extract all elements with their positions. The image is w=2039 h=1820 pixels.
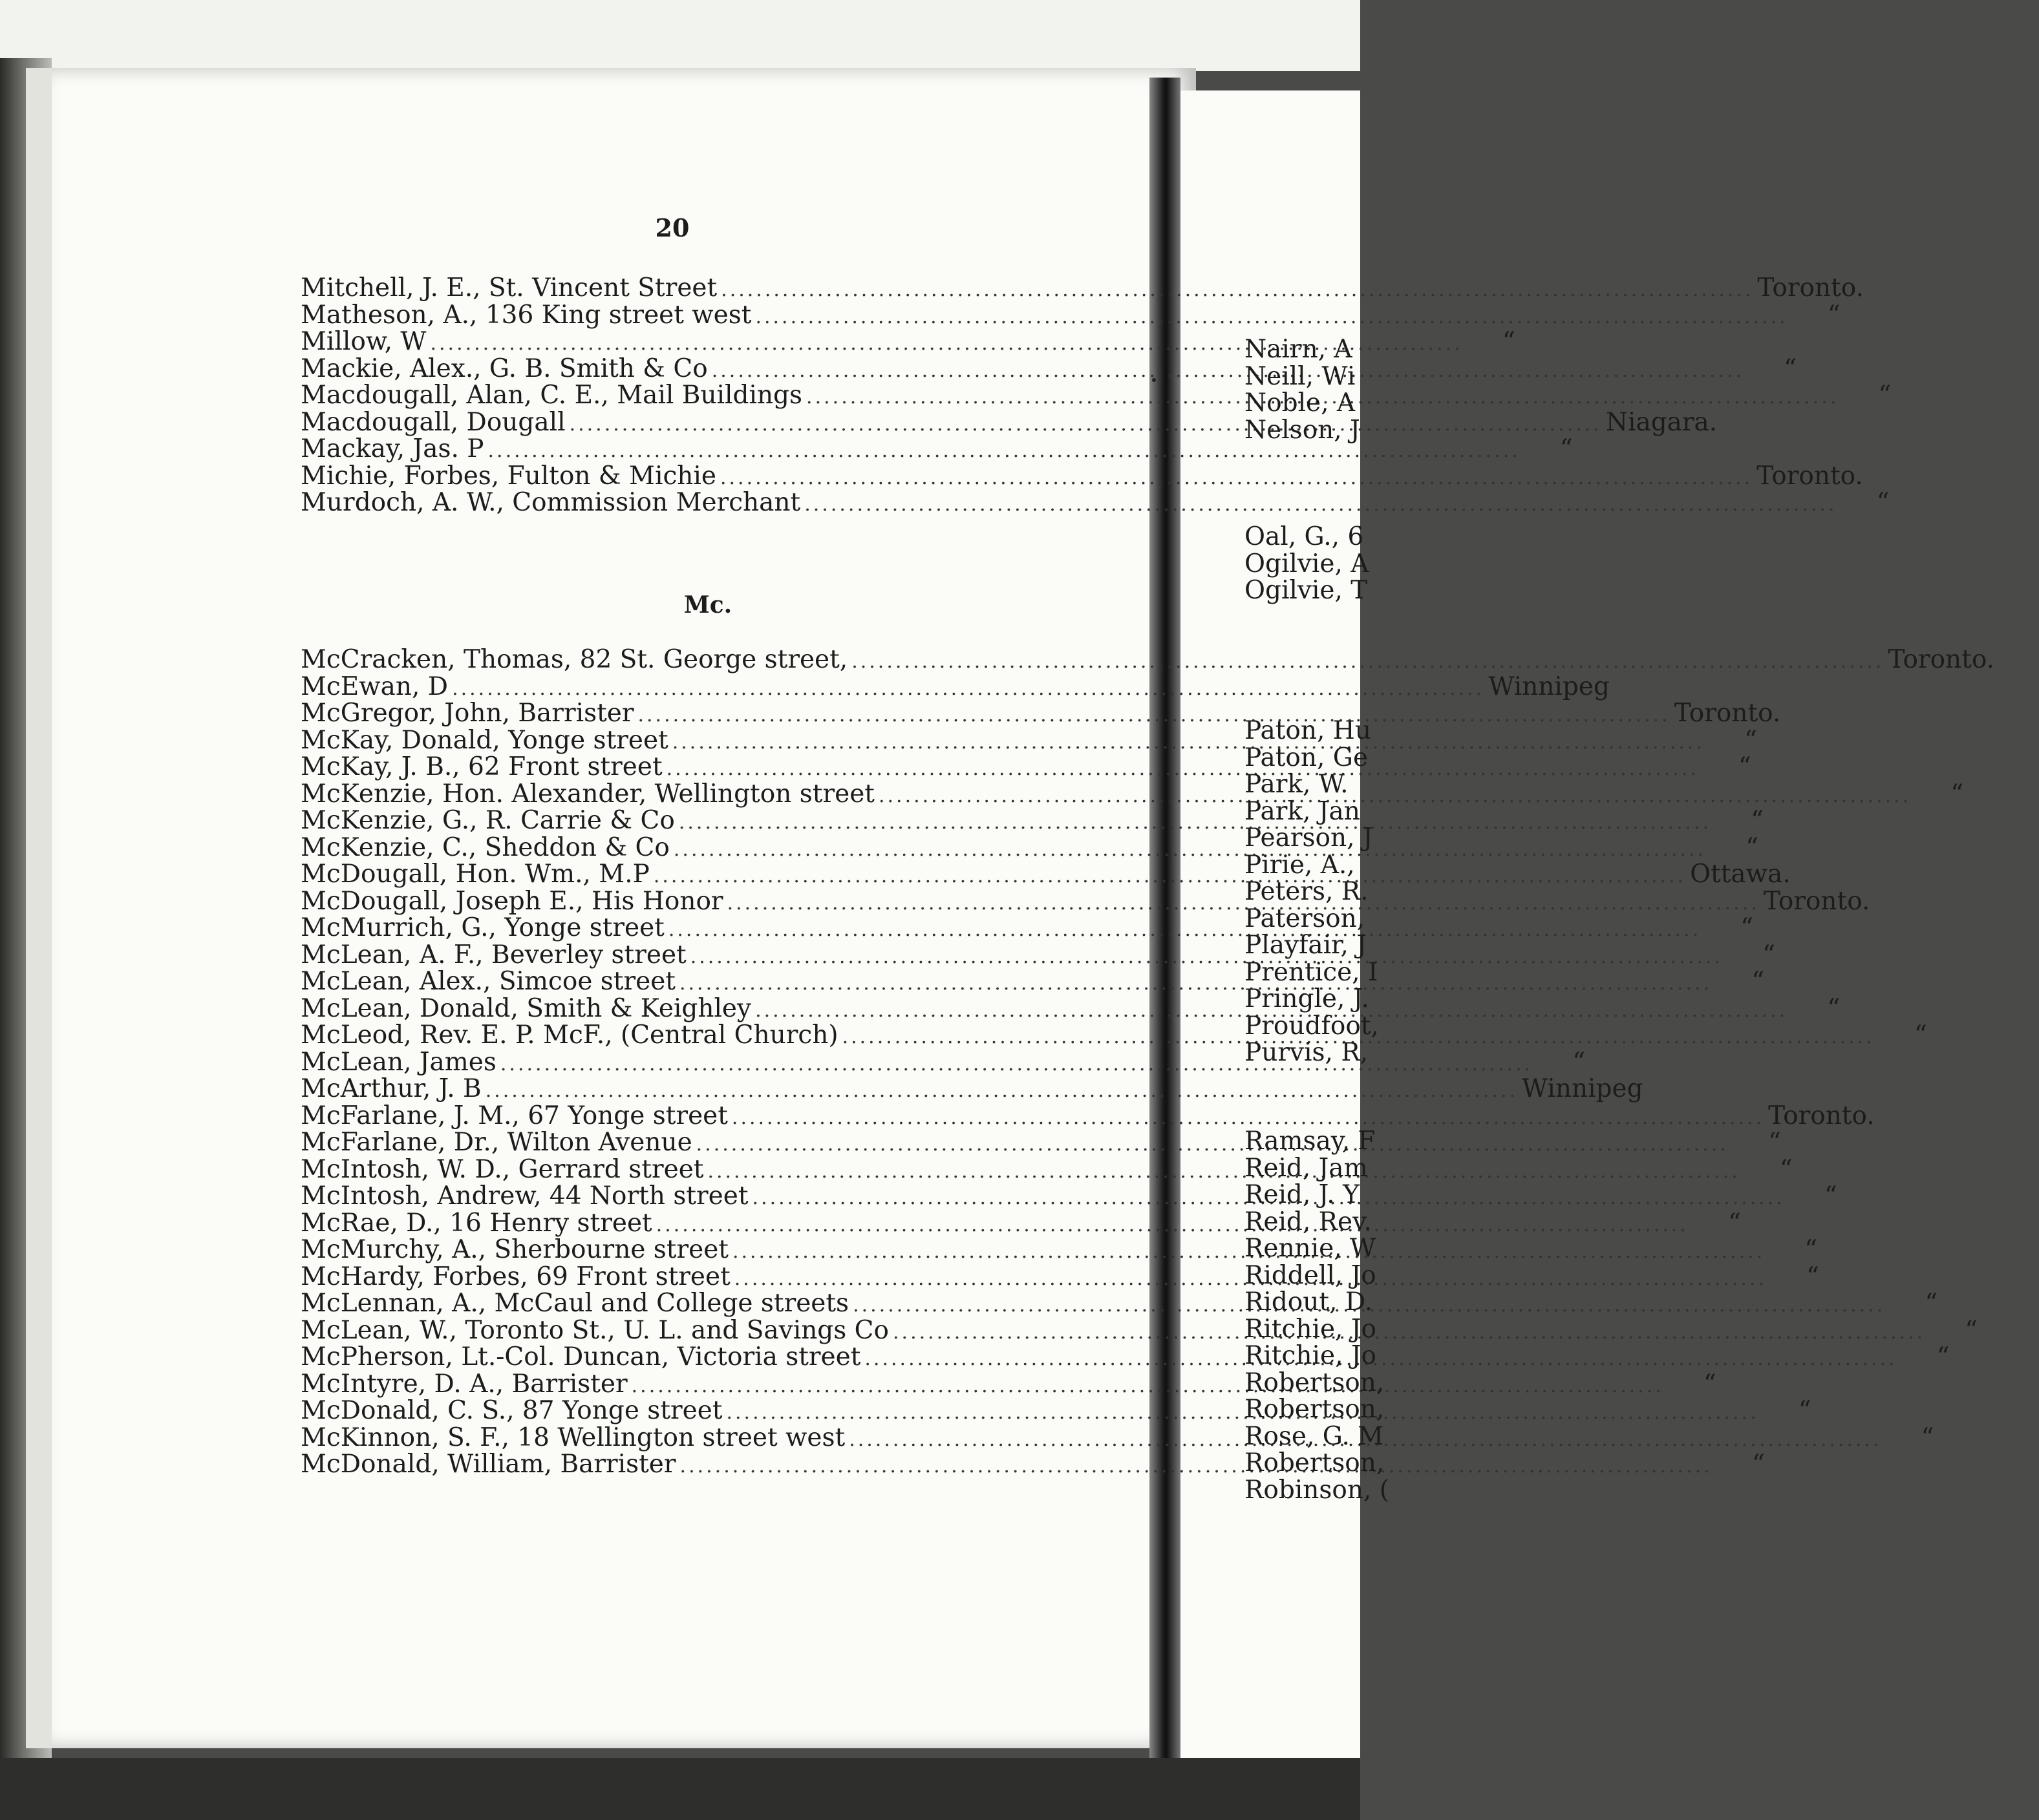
right-page-entry: Playfair, J xyxy=(1244,931,1367,960)
entry-name: Macdougall, Dougall xyxy=(301,407,566,437)
right-page-entry: Neill, Wi xyxy=(1244,361,1356,391)
entry-name: Mackay, Jas. P xyxy=(301,434,484,463)
entry-name: McLean, James xyxy=(301,1047,496,1077)
right-page-entry: Robertson, xyxy=(1244,1395,1385,1424)
entry-name: McDonald, C. S., 87 Yonge street xyxy=(301,1396,723,1425)
dot-leader xyxy=(672,729,1705,756)
right-page-entry: Ramsay, F xyxy=(1244,1127,1376,1156)
entry-name: McCracken, Thomas, 82 St. George street, xyxy=(301,645,848,674)
right-page-entry: Ridout, D. xyxy=(1244,1287,1373,1317)
right-page-entry: Paton, Ge xyxy=(1244,743,1369,772)
entry-name: McDougall, Joseph E., His Honor xyxy=(301,886,723,916)
entry-place: “ xyxy=(1804,1235,1818,1264)
dot-leader xyxy=(654,863,1686,890)
entry-name: McMurchy, A., Sherbourne street xyxy=(301,1235,729,1264)
dot-leader xyxy=(893,1319,1925,1346)
entry-place: “ xyxy=(1878,381,1892,410)
dot-leader xyxy=(667,756,1699,783)
right-page-entry: Paton, Hu xyxy=(1244,716,1371,745)
entry-name: McHardy, Forbes, 69 Front street xyxy=(301,1262,731,1291)
right-page-entry: Prentice, I xyxy=(1244,957,1378,987)
right-page-list-n xyxy=(1244,336,1360,443)
entry-name: Macdougall, Alan, C. E., Mail Buildings xyxy=(301,381,803,410)
entry-name: McKay, J. B., 62 Front street xyxy=(301,752,663,781)
entry-place: “ xyxy=(1921,1423,1934,1452)
entry-place: “ xyxy=(1965,1315,1978,1345)
entry-place: “ xyxy=(1806,1262,1819,1291)
entry-place: “ xyxy=(1925,1289,1938,1318)
entry-place: “ xyxy=(1936,1342,1950,1371)
directory-entry xyxy=(301,672,1610,701)
right-page-list-r xyxy=(1244,1128,1389,1503)
right-page-entry: Reid, Jam xyxy=(1244,1153,1368,1183)
entry-place: “ xyxy=(1762,940,1775,969)
right-page-entry: Park, Jan xyxy=(1244,796,1360,826)
entry-name: McLean, Donald, Smith & Keighley xyxy=(301,993,752,1023)
entry-place: “ xyxy=(1798,1396,1811,1425)
right-page-entry: Ritchie, Jo xyxy=(1244,1314,1376,1344)
right-page-entry: Riddell, Jo xyxy=(1244,1260,1376,1290)
entry-place: “ xyxy=(1784,354,1797,383)
entry-name: McDougall, Hon. Wm., M.P xyxy=(301,860,650,889)
entry-name: McKinnon, S. F., 18 Wellington street west xyxy=(301,1423,846,1452)
entry-place: “ xyxy=(1502,327,1515,356)
entry-place: “ xyxy=(1751,967,1765,996)
entry-name: Millow, W xyxy=(301,327,427,356)
right-page-entry: Paterson, xyxy=(1244,904,1365,933)
entry-place: “ xyxy=(1876,488,1890,517)
dot-leader xyxy=(637,702,1670,729)
dot-leader xyxy=(486,1077,1518,1105)
right-page-entry: Pringle, J. xyxy=(1244,984,1369,1013)
right-page-entry: Ogilvie, A xyxy=(1244,549,1369,578)
directory-entry xyxy=(301,434,1573,463)
entry-place: “ xyxy=(1824,1181,1837,1211)
entry-place: “ xyxy=(1950,779,1964,809)
entry-name: McRae, D., 16 Henry street xyxy=(301,1208,652,1238)
dot-leader xyxy=(690,944,1723,971)
right-page-entry: Proudfoot, xyxy=(1244,1011,1379,1041)
entry-name: McLean, W., Toronto St., U. L. and Savings Co xyxy=(301,1315,890,1345)
scan-background-top xyxy=(0,0,1360,71)
entry-name: McDonald, William, Barrister xyxy=(301,1450,676,1479)
entry-name: McKenzie, Hon. Alexander, Wellington street xyxy=(301,779,875,809)
entry-place: Toronto. xyxy=(1888,645,1995,674)
dot-leader xyxy=(726,1399,1758,1426)
ink-speck xyxy=(1152,378,1156,382)
dot-leader xyxy=(452,675,1484,703)
right-page-entry: Oal, G., 6 xyxy=(1244,522,1364,551)
right-page-list-p xyxy=(1244,717,1379,1066)
entry-place: “ xyxy=(1727,1208,1741,1238)
entry-place: Toronto. xyxy=(1763,886,1870,916)
entry-place: Winnipeg xyxy=(1521,1074,1643,1103)
dot-leader xyxy=(632,1373,1664,1400)
directory-entry xyxy=(301,488,1890,517)
right-page-entry: Noble, A xyxy=(1244,388,1356,418)
dot-leader xyxy=(679,809,1711,836)
entry-name: McMurrich, G., Yonge street xyxy=(301,913,665,942)
directory-entry xyxy=(301,273,1864,302)
entry-name: McGregor, John, Barrister xyxy=(301,699,634,728)
right-page-entry: Robertson, xyxy=(1244,1448,1385,1477)
entry-name: McKenzie, G., R. Carrie & Co xyxy=(301,806,675,835)
entry-name: Murdoch, A. W., Commission Merchant xyxy=(301,488,801,517)
right-page-entry: Nelson, J xyxy=(1244,415,1360,445)
dot-leader xyxy=(879,783,1911,810)
section-heading-mc: Mc. xyxy=(683,591,732,619)
dot-leader xyxy=(679,970,1712,997)
dot-leader xyxy=(680,1453,1713,1480)
entry-name: McLennan, A., McCaul and College streets xyxy=(301,1289,849,1318)
entry-place: “ xyxy=(1744,725,1757,755)
directory-entry xyxy=(301,461,1863,491)
entry-name: McFarlane, J. M., 67 Yonge street xyxy=(301,1101,728,1130)
right-page-entry: Robertson, xyxy=(1244,1368,1385,1397)
right-page-entry: Ogilvie, T xyxy=(1244,576,1368,605)
entry-place: “ xyxy=(1827,300,1841,330)
right-page-entry: Reid, J. Y xyxy=(1244,1180,1360,1209)
directory-entry xyxy=(301,699,1781,728)
entry-place: “ xyxy=(1745,832,1759,862)
right-page-entry: Nairn, A xyxy=(1244,335,1352,364)
entry-place: “ xyxy=(1740,913,1754,942)
entry-place: Toronto. xyxy=(1756,461,1863,491)
entry-name: McFarlane, Dr., Wilton Avenue xyxy=(301,1128,692,1157)
entry-place: “ xyxy=(1751,806,1764,835)
entry-name: McKenzie, C., Sheddon & Co xyxy=(301,832,670,862)
entry-place: “ xyxy=(1827,993,1841,1023)
dot-leader xyxy=(488,438,1521,465)
entry-name: McLean, Alex., Simcoe street xyxy=(301,967,676,996)
right-page-entry: Purvis, R, xyxy=(1244,1038,1369,1067)
dot-leader xyxy=(727,890,1760,917)
directory-entry xyxy=(301,300,1841,330)
entry-name: Matheson, A., 136 King street west xyxy=(301,300,752,330)
right-page-entry: Robinson, ( xyxy=(1244,1475,1390,1505)
entry-name: McIntosh, Andrew, 44 North street xyxy=(301,1181,749,1211)
directory-entry xyxy=(301,1074,1643,1103)
entry-place: Ottawa. xyxy=(1690,860,1791,889)
entry-place: Niagara. xyxy=(1605,407,1718,437)
entry-place: “ xyxy=(1914,1021,1927,1050)
dot-leader xyxy=(668,916,1701,944)
scan-background-bottom xyxy=(0,1758,1360,1820)
entry-place: “ xyxy=(1767,1128,1781,1157)
dot-leader xyxy=(755,304,1788,331)
right-page-entry: Pirie, A., xyxy=(1244,850,1355,880)
dot-leader xyxy=(804,491,1837,518)
entry-name: McLeod, Rev. E. P. McF., (Central Church) xyxy=(301,1021,838,1050)
entry-place: “ xyxy=(1572,1047,1586,1077)
dot-leader xyxy=(570,411,1602,438)
entry-place: Toronto. xyxy=(1768,1101,1875,1130)
directory-entry xyxy=(301,1101,1875,1130)
entry-name: McIntosh, W. D., Gerrard street xyxy=(301,1154,704,1184)
entry-name: Mitchell, J. E., St. Vincent Street xyxy=(301,273,718,302)
right-page-entry: Reid, Rev. xyxy=(1244,1207,1372,1236)
entry-place: “ xyxy=(1738,752,1751,781)
right-page-entry: Peters, R. xyxy=(1244,877,1369,906)
dot-leader xyxy=(712,357,1744,385)
right-page-entry: Pearson, J xyxy=(1244,823,1373,852)
right-page-list-o xyxy=(1244,524,1369,604)
page-number: 20 xyxy=(655,213,690,242)
directory-entry xyxy=(301,645,1995,674)
entry-place: “ xyxy=(1559,434,1573,463)
dot-leader xyxy=(656,1212,1689,1239)
entry-name: McKay, Donald, Yonge street xyxy=(301,725,668,755)
entry-place: “ xyxy=(1703,1369,1716,1399)
entry-name: McLean, A. F., Beverley street xyxy=(301,940,687,969)
dot-leader xyxy=(720,465,1753,492)
dot-leader xyxy=(696,1131,1729,1158)
right-page-entry: Park, W. xyxy=(1244,770,1349,799)
entry-place: “ xyxy=(1779,1154,1793,1184)
entry-name: Mackie, Alex., G. B. Smith & Co xyxy=(301,354,708,383)
entry-name: McIntyre, D. A., Barrister xyxy=(301,1369,628,1399)
entry-place: Winnipeg xyxy=(1488,672,1610,701)
entry-place: Toronto. xyxy=(1674,699,1781,728)
entry-name: McArthur, J. B xyxy=(301,1074,482,1103)
right-page-entry: Rennie, W xyxy=(1244,1234,1376,1263)
entry-place: “ xyxy=(1751,1450,1765,1479)
entry-name: McPherson, Lt.-Col. Duncan, Victoria street xyxy=(301,1342,861,1371)
dot-leader xyxy=(674,836,1706,863)
dot-leader xyxy=(721,277,1753,304)
entry-name: McEwan, D xyxy=(301,672,449,701)
dot-leader xyxy=(707,1158,1740,1185)
entry-place: Toronto. xyxy=(1757,273,1864,302)
entry-name: Michie, Forbes, Fulton & Michie xyxy=(301,461,716,491)
right-page-entry: Ritchie, Jo xyxy=(1244,1341,1376,1370)
right-page-entry: Rose, G. M xyxy=(1244,1421,1384,1451)
dot-leader xyxy=(851,648,1884,675)
